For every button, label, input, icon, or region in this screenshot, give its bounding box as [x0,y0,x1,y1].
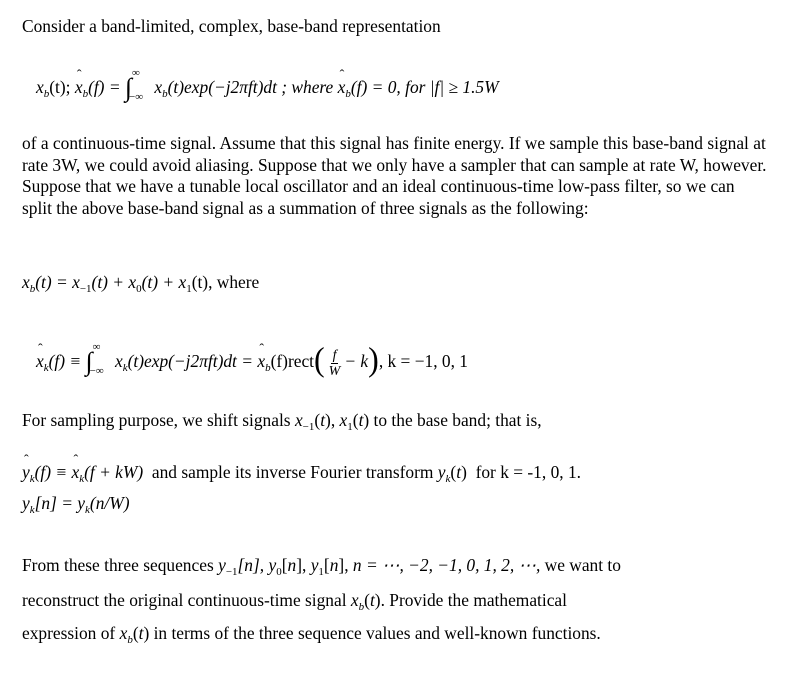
intro-paragraph: Consider a band-limited, complex, base-band representation [22,16,441,36]
sampling-purpose-line: For sampling purpose, we shift signals $x_{-1}(t)$, $x_1(t)$ to the base band; that is, [22,410,542,433]
sequences-line: From these three sequences $y_{-1}[n]$, $y_0[n]$, $y_1[n]$, n = ⋯, −2, −1, 0, 1, 2, ⋯, we want to [22,555,621,578]
equation-band-split: ˆ $x_k(f)$ ≡ ∫ ∞ −∞ $x_k(t)\exp(-j2\pi ft)dt$ = ˆ $x_b(f)rect$( $\frac{f}{W}$ − k), k = −1, 0, 1 [36,338,468,379]
equation-samples: $y_k[n] = y_k(n/W)$ [22,493,130,516]
equation-signal-definition: $x_b(t)$; ˆ $x_b(f)$ = ∫ ∞ −∞ $x_b(t)\exp(-j2\pi ft)dt$ ; where ˆ $x_b(f) = 0$, for |f| ≥ 1.5W [36,70,499,100]
equation-shift: ˆ $y_k(f)$ ≡ ˆ $x_k(f + kW)$ and sample its inverse Fourier transform $y_k(t)$ for k = -1, 0, 1. [22,462,581,483]
expression-line: expression of $x_b(t)$ in terms of the three sequence values and well-known functions. [22,623,601,646]
equation-signal-sum: $x_b(t) = x_{-1}(t) + x_0(t) + x_1(t)$, where [22,272,260,295]
reconstruct-line: reconstruct the original continuous-time signal $x_b(t)$. Provide the mathematical [22,590,567,613]
signal-description-paragraph: of a continuous-time signal. Assume that this signal has finite energy. If we sample this base-band signal at rate 3W, we could avoid aliasing. Suppose that we only have a sampler that can sample at rate W, however. Suppose that we have a tunable local oscillator and an ideal continuous-time low-pass filter, so we can split the above base-band signal as a summation of three signals as the following: [22,133,767,218]
